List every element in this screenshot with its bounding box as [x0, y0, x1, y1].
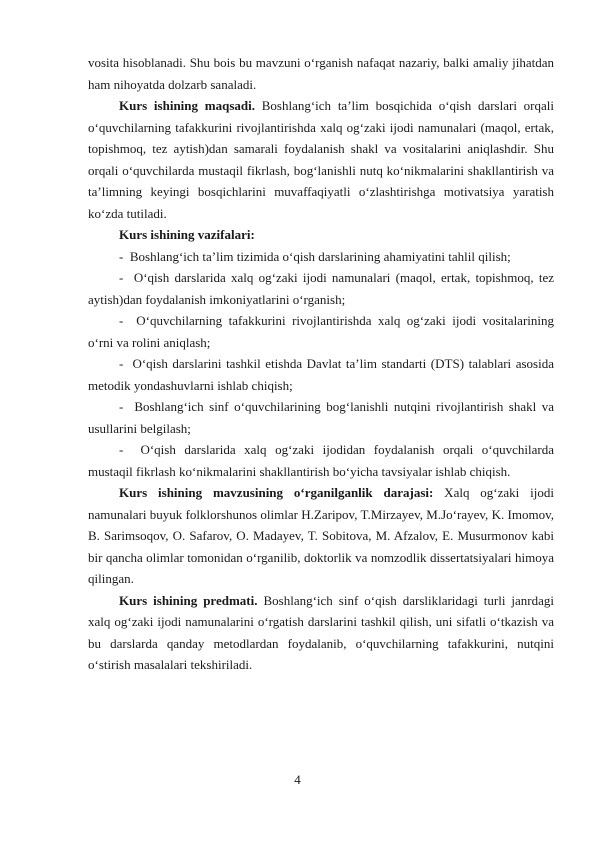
subject-heading: Kurs ishining predmati. — [119, 592, 258, 608]
study-paragraph — [88, 482, 554, 590]
subject-paragraph — [88, 590, 554, 676]
dash-bullet: - — [119, 442, 124, 457]
aim-text: Boshlang‘ich ta’lim bosqichida o‘qish darslari orqali o‘quvchilarning tafakkurini rivojlantirishda xalq og‘zaki ijodi namunalari (maqol, ertak, topishmoq, tez aytish)dan samarali foydalanish shakl va vositalarini aniqlashdir. Shu orqali o‘quvchilarda mustaqil fikrlash, bog‘lanishli nutq ko‘nikmalarini shakllantirish va ta’limning keyingi bosqichlarini muvaffaqiyatli o‘zlashtirishga motivatsiya yaratish ko‘zda tutiladi. — [88, 98, 555, 221]
list-item — [88, 267, 554, 310]
dash-bullet: - — [119, 248, 124, 264]
tasks-heading: Kurs ishining vazifalari: — [119, 227, 255, 242]
study-text: Xalq og‘zaki ijodi namunalari buyuk folklorshunos olimlar H.Zaripov, T.Mirzayev, M.Jo‘rayev, K. Imomov, B. Sarimsoqov, O. Safarov, O. Madayev, T. Sobitova, M. Afzalov, E. Musurmonov kabi bir qancha olimlar tomonidan o‘rganilib, doktorlik va nomzodlik dissertatsiyalari himoya qilingan. — [88, 485, 554, 586]
page-number: 4 — [294, 772, 301, 787]
task-text: O‘qish darslarini tashkil etishda Davlat ta’lim standarti (DTS) talablari asosida metodik yondashuvlarni ishlab chiqish; — [88, 356, 554, 393]
dash-bullet: - — [119, 399, 124, 414]
task-text: O‘qish darslarida xalq og‘zaki ijodi namunalari (maqol, ertak, topishmoq, tez aytish)dan foydalanish imkoniyatlarini o‘rganish; — [88, 270, 554, 307]
intro-paragraph: vosita hisoblanadi. Shu bois bu mavzuni o‘rganish nafaqat nazariy, balki amaliy jihatdan ham nihoyatda dolzarb sanaladi. — [88, 55, 554, 92]
dash-bullet: - — [119, 356, 124, 371]
aim-heading: Kurs ishining maqsadi. — [119, 98, 255, 113]
document-body — [88, 52, 554, 676]
tasks-paragraph — [88, 224, 554, 246]
study-heading: Kurs ishining mavzusining o‘rganilganlik darajasi: — [119, 485, 434, 500]
aim-paragraph — [88, 95, 554, 224]
subject-text: Boshlang‘ich sinf o‘qish darsliklaridagi turli janrdagi xalq og‘zaki ijodi namunalarini o‘rgatish darslarini tashkil qilish, uni sifatli o‘tkazish va bu darslarda qanday metodlardan foydalanib, o‘quvchilarning tafakkurini, nutqini o‘stirish masalalari tekshiriladi. — [88, 592, 555, 672]
list-item — [88, 310, 554, 353]
list-item — [88, 439, 554, 482]
dash-bullet: - — [119, 313, 124, 328]
list-item — [88, 353, 554, 396]
task-text: O‘qish darslarida xalq og‘zaki ijodidan foydalanish orqali o‘quvchilarda mustaqil fikrlash ko‘nikmalarini shakllantirish bo‘yicha tavsiyalar ishlab chiqish. — [88, 442, 555, 479]
task-text: O‘quvchilarning tafakkurini rivojlantirishda xalq og‘zaki ijodi vositalarining o‘rni va rolini aniqlash; — [88, 313, 555, 350]
dash-bullet: - — [119, 270, 124, 285]
task-text: Boshlang‘ich sinf o‘quvchilarining bog‘lanishli nutqini rivojlantirish shakl va usullarini belgilash; — [88, 399, 555, 436]
list-item — [88, 396, 554, 439]
list-item — [88, 246, 554, 268]
task-text: Boshlang‘ich ta’lim tizimida o‘qish darslarining ahamiyatini tahlil qilish; — [129, 248, 511, 264]
tasks-list — [88, 246, 554, 483]
